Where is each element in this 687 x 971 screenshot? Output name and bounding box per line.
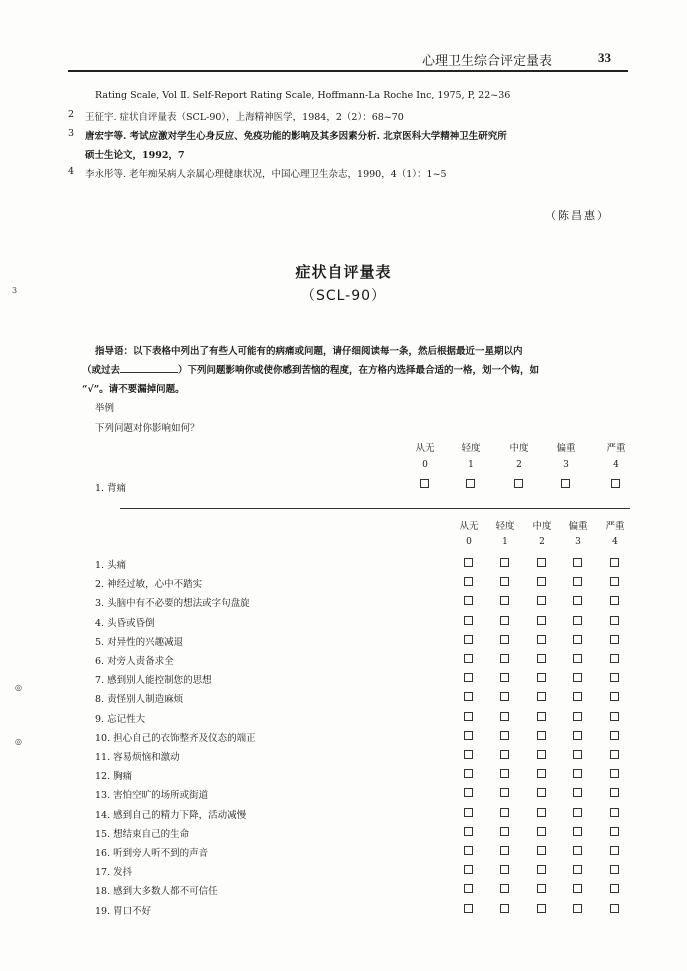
scale-label: 偏重 bbox=[568, 521, 588, 532]
symptom-checkbox[interactable] bbox=[537, 846, 546, 855]
scale-value: 1 bbox=[502, 537, 508, 547]
symptom-checkbox[interactable] bbox=[464, 846, 473, 855]
symptom-checkbox[interactable] bbox=[537, 884, 546, 893]
symptom-checkbox[interactable] bbox=[573, 596, 582, 605]
symptom-item-label: 17. 发抖 bbox=[95, 867, 133, 879]
symptom-item-label: 16. 听到旁人听不到的声音 bbox=[95, 848, 209, 859]
symptom-checkbox[interactable] bbox=[500, 846, 509, 855]
symptom-checkbox[interactable] bbox=[500, 596, 509, 605]
example-scale-label: 中度 bbox=[509, 443, 529, 454]
symptom-checkbox[interactable] bbox=[464, 558, 473, 567]
example-checkbox[interactable] bbox=[466, 479, 475, 488]
symptom-checkbox[interactable] bbox=[500, 692, 509, 701]
symptom-checkbox[interactable] bbox=[610, 731, 619, 740]
symptom-item-label: 5. 对异性的兴趣减退 bbox=[95, 636, 184, 648]
symptom-checkbox[interactable] bbox=[573, 788, 582, 797]
symptom-checkbox[interactable] bbox=[464, 904, 473, 913]
symptom-checkbox[interactable] bbox=[573, 712, 582, 721]
example-checkbox[interactable] bbox=[561, 479, 570, 488]
scale-label: 轻度 bbox=[495, 521, 515, 532]
symptom-checkbox[interactable] bbox=[464, 865, 473, 874]
symptom-checkbox[interactable] bbox=[500, 673, 509, 682]
example-scale-value: 4 bbox=[613, 460, 619, 470]
symptom-checkbox[interactable] bbox=[500, 827, 509, 836]
symptom-checkbox[interactable] bbox=[610, 692, 619, 701]
example-scale-value: 2 bbox=[516, 460, 522, 470]
symptom-item-label: 15. 想结束自己的生命 bbox=[95, 828, 190, 840]
example-scale-label: 严重 bbox=[606, 443, 626, 454]
document-title: 症状自评量表 bbox=[295, 263, 392, 281]
margin-mark: ◎ bbox=[15, 683, 22, 692]
symptom-checkbox[interactable] bbox=[464, 616, 473, 625]
symptom-checkbox[interactable] bbox=[537, 731, 546, 740]
symptom-checkbox[interactable] bbox=[573, 616, 582, 625]
symptom-item-label: 11. 容易烦恼和激动 bbox=[95, 752, 180, 763]
symptom-item-label: 9. 忘记性大 bbox=[95, 713, 146, 725]
instructions-line-1: 指导语：以下表格中列出了有些人可能有的病痛或问题，请仔细阅读每一条，然后根据最近一星期以内 bbox=[95, 346, 523, 357]
symptom-checkbox[interactable] bbox=[610, 577, 619, 586]
symptom-checkbox[interactable] bbox=[610, 808, 619, 817]
symptom-checkbox[interactable] bbox=[500, 884, 509, 893]
reference-4-num: 4 bbox=[68, 166, 75, 177]
running-header-title: 心理卫生综合评定量表 bbox=[422, 54, 553, 69]
symptom-item-label: 6. 对旁人责备求全 bbox=[95, 656, 174, 667]
reference-3-cont: 硕士生论文，1992，7 bbox=[85, 150, 185, 161]
symptom-checkbox[interactable] bbox=[573, 808, 582, 817]
reference-4: 李永彤等. 老年痴呆病人亲属心理健康状况，中国心理卫生杂志，1990，4（1）：1~5 bbox=[85, 169, 447, 180]
symptom-item-label: 3. 头脑中有不必要的想法或字句盘旋 bbox=[95, 598, 250, 610]
symptom-item-label: 8. 责怪别人制造麻烦 bbox=[95, 694, 184, 706]
symptom-checkbox[interactable] bbox=[500, 616, 509, 625]
symptom-checkbox[interactable] bbox=[500, 654, 509, 663]
symptom-checkbox[interactable] bbox=[610, 750, 619, 759]
symptom-checkbox[interactable] bbox=[500, 769, 509, 778]
reference-3: 唐宏宇等. 考试应激对学生心身反应、免疫功能的影响及其多因素分析. 北京医科大学精神卫生研究所 bbox=[85, 131, 507, 142]
symptom-checkbox[interactable] bbox=[573, 731, 582, 740]
symptom-checkbox[interactable] bbox=[610, 596, 619, 605]
symptom-checkbox[interactable] bbox=[537, 596, 546, 605]
symptom-item-label: 13. 害怕空旷的场所或街道 bbox=[95, 790, 209, 802]
symptom-checkbox[interactable] bbox=[573, 558, 582, 567]
document-subtitle: （SCL-90） bbox=[300, 288, 387, 304]
symptom-checkbox[interactable] bbox=[464, 769, 473, 778]
symptom-checkbox[interactable] bbox=[537, 635, 546, 644]
header-rule bbox=[68, 70, 628, 72]
example-scale-label: 从无 bbox=[415, 443, 435, 454]
symptom-checkbox[interactable] bbox=[537, 673, 546, 682]
symptom-checkbox[interactable] bbox=[573, 635, 582, 644]
example-checkbox[interactable] bbox=[420, 479, 429, 488]
symptom-checkbox[interactable] bbox=[464, 884, 473, 893]
symptom-checkbox[interactable] bbox=[537, 865, 546, 874]
symptom-checkbox[interactable] bbox=[500, 788, 509, 797]
symptom-checkbox[interactable] bbox=[610, 673, 619, 682]
symptom-checkbox[interactable] bbox=[573, 904, 582, 913]
reference-3-num: 3 bbox=[68, 128, 75, 139]
symptom-checkbox[interactable] bbox=[610, 635, 619, 644]
symptom-checkbox[interactable] bbox=[610, 654, 619, 663]
margin-mark: 3 bbox=[12, 286, 18, 295]
symptom-checkbox[interactable] bbox=[537, 616, 546, 625]
symptom-checkbox[interactable] bbox=[610, 846, 619, 855]
symptom-checkbox[interactable] bbox=[500, 731, 509, 740]
scale-value: 2 bbox=[539, 537, 545, 547]
symptom-checkbox[interactable] bbox=[610, 904, 619, 913]
page-number: 33 bbox=[598, 50, 611, 65]
symptom-checkbox[interactable] bbox=[537, 558, 546, 567]
symptom-checkbox[interactable] bbox=[500, 577, 509, 586]
scale-value: 3 bbox=[575, 537, 581, 547]
scale-value: 0 bbox=[466, 537, 472, 547]
example-scale-value: 3 bbox=[563, 460, 569, 470]
symptom-checkbox[interactable] bbox=[500, 904, 509, 913]
symptom-checkbox[interactable] bbox=[610, 616, 619, 625]
symptom-checkbox[interactable] bbox=[537, 808, 546, 817]
symptom-checkbox[interactable] bbox=[537, 577, 546, 586]
blank-field[interactable] bbox=[120, 364, 178, 373]
symptom-checkbox[interactable] bbox=[464, 596, 473, 605]
symptom-item-label: 18. 感到大多数人都不可信任 bbox=[95, 886, 218, 898]
symptom-checkbox[interactable] bbox=[464, 692, 473, 701]
symptom-checkbox[interactable] bbox=[537, 750, 546, 759]
symptom-checkbox[interactable] bbox=[610, 712, 619, 721]
example-checkbox[interactable] bbox=[514, 479, 523, 488]
symptom-checkbox[interactable] bbox=[573, 654, 582, 663]
symptom-item-label: 10. 担心自己的衣饰整齐及仪态的端正 bbox=[95, 732, 256, 744]
symptom-checkbox[interactable] bbox=[537, 788, 546, 797]
symptom-checkbox[interactable] bbox=[500, 750, 509, 759]
symptom-item-label: 4. 头昏或昏倒 bbox=[95, 617, 155, 629]
symptom-checkbox[interactable] bbox=[537, 827, 546, 836]
example-scale-value: 1 bbox=[468, 460, 474, 470]
symptom-checkbox[interactable] bbox=[537, 712, 546, 721]
reference-2-num: 2 bbox=[68, 109, 75, 120]
symptom-checkbox[interactable] bbox=[537, 692, 546, 701]
symptom-checkbox[interactable] bbox=[610, 788, 619, 797]
example-scale-label: 轻度 bbox=[461, 443, 481, 454]
symptom-checkbox[interactable] bbox=[464, 827, 473, 836]
symptom-checkbox[interactable] bbox=[573, 846, 582, 855]
example-checkbox[interactable] bbox=[611, 479, 620, 488]
example-item: 1. 背痛 bbox=[95, 483, 127, 494]
symptom-checkbox[interactable] bbox=[610, 884, 619, 893]
reference-1-cont: Rating Scale, Vol Ⅱ. Self-Report Rating Scale, Hoffmann-La Roche Inc, 1975, P, 22~36 bbox=[95, 90, 511, 101]
author-signature: （陈昌惠） bbox=[545, 209, 610, 222]
symptom-checkbox[interactable] bbox=[537, 904, 546, 913]
symptom-checkbox[interactable] bbox=[500, 558, 509, 567]
symptom-checkbox[interactable] bbox=[573, 769, 582, 778]
symptom-checkbox[interactable] bbox=[464, 635, 473, 644]
example-scale-label: 偏重 bbox=[556, 443, 576, 454]
symptom-checkbox[interactable] bbox=[464, 577, 473, 586]
instructions-line-3: “√”。请不要漏掉问题。 bbox=[82, 384, 185, 395]
symptom-item-label: 19. 胃口不好 bbox=[95, 905, 152, 917]
reference-2: 王征宇. 症状自评量表（SCL-90），上海精神医学，1984，2（2）：68~70 bbox=[85, 112, 404, 123]
symptom-checkbox[interactable] bbox=[573, 884, 582, 893]
example-question: 下列问题对你影响如何？ bbox=[95, 423, 200, 434]
symptom-checkbox[interactable] bbox=[573, 827, 582, 836]
symptom-checkbox[interactable] bbox=[500, 865, 509, 874]
symptom-item-label: 2. 神经过敏，心中不踏实 bbox=[95, 579, 203, 591]
symptom-item-label: 7. 感到别人能控制您的思想 bbox=[95, 675, 212, 687]
example-label: 举例 bbox=[95, 403, 115, 414]
symptom-checkbox[interactable] bbox=[573, 865, 582, 874]
symptom-checkbox[interactable] bbox=[573, 673, 582, 682]
symptom-checkbox[interactable] bbox=[464, 808, 473, 817]
symptom-checkbox[interactable] bbox=[464, 673, 473, 682]
scale-label: 严重 bbox=[605, 521, 625, 532]
symptom-checkbox[interactable] bbox=[464, 750, 473, 759]
symptom-item-label: 14. 感到自己的精力下降，活动减慢 bbox=[95, 809, 247, 821]
symptom-checkbox[interactable] bbox=[464, 654, 473, 663]
symptom-checkbox[interactable] bbox=[573, 692, 582, 701]
symptom-checkbox[interactable] bbox=[464, 712, 473, 721]
section-divider bbox=[120, 508, 630, 509]
example-scale-value: 0 bbox=[422, 460, 428, 470]
scale-value: 4 bbox=[612, 537, 618, 547]
symptom-checkbox[interactable] bbox=[610, 865, 619, 874]
symptom-checkbox[interactable] bbox=[464, 731, 473, 740]
symptom-checkbox[interactable] bbox=[500, 808, 509, 817]
symptom-item-label: 12. 胸痛 bbox=[95, 771, 133, 783]
symptom-checkbox[interactable] bbox=[537, 769, 546, 778]
symptom-checkbox[interactable] bbox=[500, 635, 509, 644]
symptom-checkbox[interactable] bbox=[610, 558, 619, 567]
symptom-checkbox[interactable] bbox=[573, 577, 582, 586]
symptom-checkbox[interactable] bbox=[573, 750, 582, 759]
symptom-checkbox[interactable] bbox=[610, 827, 619, 836]
symptom-item-label: 1. 头痛 bbox=[95, 560, 127, 571]
scale-label: 中度 bbox=[532, 521, 552, 532]
symptom-checkbox[interactable] bbox=[610, 769, 619, 778]
margin-mark: ◎ bbox=[15, 737, 22, 746]
scale-label: 从无 bbox=[459, 521, 479, 532]
symptom-checkbox[interactable] bbox=[537, 654, 546, 663]
symptom-checkbox[interactable] bbox=[500, 712, 509, 721]
symptom-checkbox[interactable] bbox=[464, 788, 473, 797]
instructions-line-2: （或过去 ）下列问题影响你或使你感到苦恼的程度，在方格内选择最合适的一格，划一个钩，如 bbox=[82, 365, 540, 376]
